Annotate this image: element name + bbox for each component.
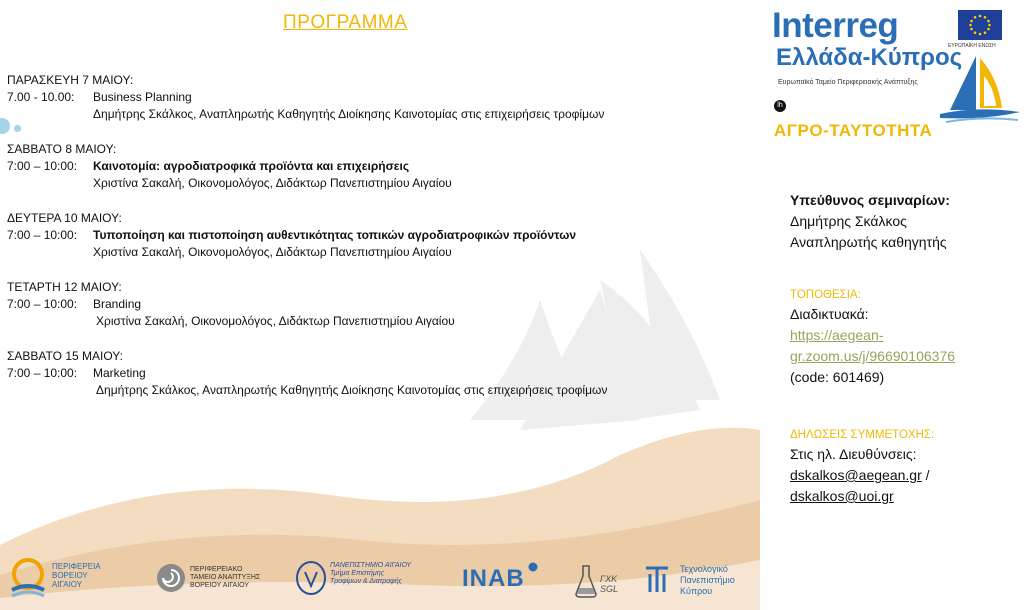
flask-icon [574, 564, 598, 598]
session-topic: Καινοτομία: αγροδιατροφικά προϊόντα και επιχειρήσεις [93, 159, 410, 173]
fund-caption: Ευρωπαϊκό Ταμείο Περιφερειακής Ανάπτυξης [778, 79, 918, 86]
session-speaker: Δημήτρης Σκάλκος, Αναπληρωτής Καθηγητής Διοίκησης Καινοτομίας στις επιχειρήσεις τροφίμων [93, 107, 605, 121]
zoom-code: (code: 601469) [790, 369, 885, 385]
cut-logo-icon [644, 564, 670, 594]
location-mode: Διαδικτυακά: [790, 306, 869, 322]
session-time: 7:00 – 10:00: [7, 366, 78, 380]
partner-text: ΑΙΓΑΙΟΥ [52, 580, 83, 589]
session-speaker: Δημήτρης Σκάλκος, Αναπληρωτής Καθηγητής Διοίκησης Καινοτομίας στις επιχειρήσεις τροφίμων [96, 383, 608, 397]
partner-text: ΠΑΝΕΠΙΣΤΗΜΙΟ ΑΙΓΑΙΟΥ [330, 562, 412, 569]
partner-text: ΠΕΡΙΦΕΡΕΙΑ [52, 562, 101, 571]
partner-text: ΒΟΡΕΙΟΥ ΑΙΓΑΙΟΥ [190, 582, 250, 589]
partner-text: Τροφίμων & Διατροφής [330, 578, 403, 585]
day-label: ΣΑΒΒΑΤΟ 8 ΜΑΙΟΥ: [7, 142, 117, 156]
day-label: ΣΑΒΒΑΤΟ 15 ΜΑΙΟΥ: [7, 349, 123, 363]
schedule-day [7, 279, 737, 330]
session-time: 7.00 - 10.00: [7, 90, 75, 104]
session-time: 7:00 – 10:00: [7, 297, 78, 311]
partner-text: Τμήμα Επιστήμης [330, 570, 385, 577]
interreg-wordmark: Interreg [772, 6, 899, 45]
session-row [7, 227, 737, 244]
session-topic: Branding [93, 297, 142, 311]
registration-text: Στις ηλ. Διευθύνσεις: [790, 446, 917, 462]
interreg-logo [768, 6, 1018, 146]
session-speaker: Χριστίνα Σακαλή, Οικονομολόγος, Διδάκτωρ Πανεπιστημίου Αιγαίου [93, 245, 452, 259]
sailboat-logo-icon [936, 48, 1022, 128]
session-row [7, 296, 737, 313]
eu-caption: ΕΥΡΩΠΑΪΚΗ ΕΝΩΣΗ [948, 43, 996, 49]
session-topic: Marketing [93, 366, 146, 380]
partner-text: ΠΕΡΙΦΕΡΕΙΑΚΟ [190, 566, 243, 573]
partner-text: Κύπρου [680, 586, 713, 596]
responsible-role: Αναπληρωτής καθηγητής [790, 234, 947, 250]
email-line [790, 465, 1020, 486]
session-row [7, 158, 737, 175]
cyprus-tech-university-logo [680, 564, 735, 597]
partner-text: Τεχνολογικό [680, 564, 728, 574]
session-row [7, 365, 737, 382]
schedule-day [7, 210, 737, 261]
partner-text: ΓΧΚ [600, 574, 618, 584]
partner-logos [0, 552, 760, 610]
location-label: ΤΟΠΟΘΕΣΙΑ: [790, 289, 861, 301]
session-speaker: Χριστίνα Σακαλή, Οικονομολόγος, Διδάκτωρ Πανεπιστημίου Αιγαίου [96, 314, 455, 328]
session-time: 7:00 – 10:00: [7, 228, 78, 242]
day-label: ΔΕΥΤΕΡΑ 10 ΜΑΙΟΥ: [7, 211, 122, 225]
page-title: ΠΡΟΓΡΑΜΜΑ [283, 12, 408, 33]
session-topic: Τυποποίηση και πιστοποίηση αυθεντικότητας τοπικών αγροδιατροφικών προϊόντων [93, 228, 576, 242]
email-separator: / [921, 467, 930, 483]
location-block [790, 286, 1020, 388]
day-label: ΤΕΤΑΡΤΗ 12 ΜΑΙΟΥ: [7, 280, 122, 294]
region-name: Ελλάδα-Κύπρος [776, 44, 963, 71]
inab-badge-icon [528, 562, 538, 572]
responsible-block [790, 190, 1020, 253]
partner-text: Πανεπιστήμιο [680, 575, 735, 585]
responsible-name: Δημήτρης Σκάλκος [790, 213, 907, 229]
development-fund-logo [190, 566, 260, 590]
schedule-day [7, 72, 737, 123]
partner-text: ΤΑΜΕΙΟ ΑΝΑΠΤΥΞΗΣ [190, 574, 261, 581]
email-link[interactable]: dskalkos@uoi.gr [790, 488, 894, 504]
session-time: 7:00 – 10:00: [7, 159, 78, 173]
responsible-label: Υπεύθυνος σεμιναρίων: [790, 192, 950, 208]
lab-logo-icon: lh [774, 100, 786, 112]
session-speaker: Χριστίνα Σακαλή, Οικονομολόγος, Διδάκτωρ Πανεπιστημίου Αιγαίου [93, 176, 452, 190]
aegean-university-logo-icon [294, 560, 328, 596]
schedule-day [7, 141, 737, 192]
day-label: ΠΑΡΑΣΚΕΥΗ 7 ΜΑΙΟΥ: [7, 73, 134, 87]
schedule [7, 72, 737, 417]
registration-block [790, 426, 1020, 507]
inab-logo: INAB [462, 565, 525, 592]
zoom-link[interactable]: https://aegean- [790, 327, 884, 343]
eu-flag-icon [958, 10, 1002, 40]
sgl-logo [600, 574, 618, 594]
email-link[interactable]: dskalkos@aegean.gr [790, 467, 922, 483]
zoom-link[interactable]: gr.zoom.us/j/96690106376 [790, 348, 956, 364]
development-fund-logo-icon [155, 562, 187, 594]
partner-text: ΒΟΡΕΙΟΥ [52, 571, 88, 580]
session-topic: Business Planning [93, 90, 192, 104]
region-north-aegean-logo-icon [8, 556, 48, 600]
aegean-university-logo [330, 562, 411, 586]
schedule-day [7, 348, 737, 399]
partner-text: SGL [600, 584, 619, 594]
region-north-aegean-logo [52, 562, 101, 589]
session-row [7, 89, 737, 106]
registration-label: ΔΗΛΩΣΕΙΣ ΣΥΜΜΕΤΟΧΗΣ: [790, 429, 935, 441]
project-title: ΑΓΡΟ-ΤΑΥΤΟΤΗΤΑ [774, 121, 933, 140]
